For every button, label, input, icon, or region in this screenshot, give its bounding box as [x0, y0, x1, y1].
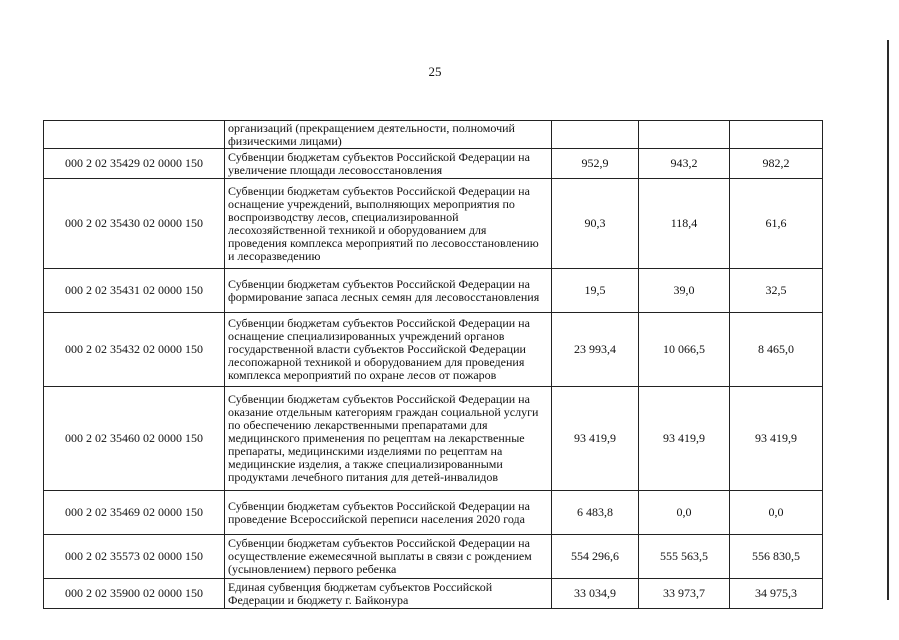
value-cell-year-2: 93 419,9	[639, 387, 730, 491]
budget-table	[43, 120, 823, 609]
table-row	[44, 269, 823, 313]
description-cell: Субвенции бюджетам субъектов Российской Федерации на оснащение учреждений, выполняющих мероприятия по воспроизводству лесов, специализированной лесохозяйственной техникой и оборудованием для проведения комплекса мероприятий по лесовосстановлению и лесоразведению	[225, 179, 552, 269]
budget-code-cell: 000 2 02 35900 02 0000 150	[44, 579, 225, 609]
description-cell: Субвенции бюджетам субъектов Российской Федерации на проведение Всероссийской переписи населения 2020 года	[225, 491, 552, 535]
table-row	[44, 535, 823, 579]
table-row	[44, 121, 823, 149]
value-cell-year-3	[730, 121, 823, 149]
budget-code-cell: 000 2 02 35430 02 0000 150	[44, 179, 225, 269]
value-cell-year-2: 943,2	[639, 149, 730, 179]
description-cell: Единая субвенция бюджетам субъектов Российской Федерации и бюджету г. Байконура	[225, 579, 552, 609]
value-cell-year-1: 90,3	[552, 179, 639, 269]
table-row	[44, 579, 823, 609]
table-row	[44, 387, 823, 491]
value-cell-year-2: 39,0	[639, 269, 730, 313]
budget-code-cell: 000 2 02 35573 02 0000 150	[44, 535, 225, 579]
value-cell-year-3: 93 419,9	[730, 387, 823, 491]
value-cell-year-1: 952,9	[552, 149, 639, 179]
value-cell-year-3: 34 975,3	[730, 579, 823, 609]
value-cell-year-3: 61,6	[730, 179, 823, 269]
value-cell-year-1: 19,5	[552, 269, 639, 313]
description-cell: организаций (прекращением деятельности, полномочий физическими лицами)	[225, 121, 552, 149]
budget-code-cell: 000 2 02 35432 02 0000 150	[44, 313, 225, 387]
value-cell-year-3: 556 830,5	[730, 535, 823, 579]
value-cell-year-2: 33 973,7	[639, 579, 730, 609]
table-body	[44, 121, 823, 609]
value-cell-year-2: 0,0	[639, 491, 730, 535]
value-cell-year-2: 555 563,5	[639, 535, 730, 579]
value-cell-year-2	[639, 121, 730, 149]
description-cell: Субвенции бюджетам субъектов Российской Федерации на оказание отдельным категориям граждан социальной услуги по обеспечению лекарственными препаратами для медицинского применения по рецептам на лекарственные препараты, медицинскими изделиями по рецептам на медицинские изделия, а также специализированными продуктами лечебного питания для детей-инвалидов	[225, 387, 552, 491]
value-cell-year-2: 118,4	[639, 179, 730, 269]
scan-edge-mark	[887, 40, 889, 600]
value-cell-year-1: 554 296,6	[552, 535, 639, 579]
table-row	[44, 179, 823, 269]
value-cell-year-1	[552, 121, 639, 149]
value-cell-year-3: 982,2	[730, 149, 823, 179]
value-cell-year-1: 6 483,8	[552, 491, 639, 535]
value-cell-year-1: 93 419,9	[552, 387, 639, 491]
table-row	[44, 491, 823, 535]
budget-code-cell: 000 2 02 35469 02 0000 150	[44, 491, 225, 535]
description-cell: Субвенции бюджетам субъектов Российской Федерации на оснащение специализированных учреждений органов государственной власти субъектов Российской Федерации лесопожарной техникой и оборудованием для проведения комплекса мероприятий по охране лесов от пожаров	[225, 313, 552, 387]
value-cell-year-1: 33 034,9	[552, 579, 639, 609]
budget-code-cell: 000 2 02 35460 02 0000 150	[44, 387, 225, 491]
description-cell: Субвенции бюджетам субъектов Российской Федерации на формирование запаса лесных семян для лесовосстановления	[225, 269, 552, 313]
table-row	[44, 313, 823, 387]
value-cell-year-3: 0,0	[730, 491, 823, 535]
budget-code-cell	[44, 121, 225, 149]
table-row	[44, 149, 823, 179]
budget-code-cell: 000 2 02 35429 02 0000 150	[44, 149, 225, 179]
description-cell: Субвенции бюджетам субъектов Российской Федерации на увеличение площади лесовосстановления	[225, 149, 552, 179]
value-cell-year-1: 23 993,4	[552, 313, 639, 387]
value-cell-year-2: 10 066,5	[639, 313, 730, 387]
budget-code-cell: 000 2 02 35431 02 0000 150	[44, 269, 225, 313]
value-cell-year-3: 32,5	[730, 269, 823, 313]
description-cell: Субвенции бюджетам субъектов Российской Федерации на осуществление ежемесячной выплаты в связи с рождением (усыновлением) первого ребенка	[225, 535, 552, 579]
value-cell-year-3: 8 465,0	[730, 313, 823, 387]
page-number: 25	[428, 64, 442, 79]
